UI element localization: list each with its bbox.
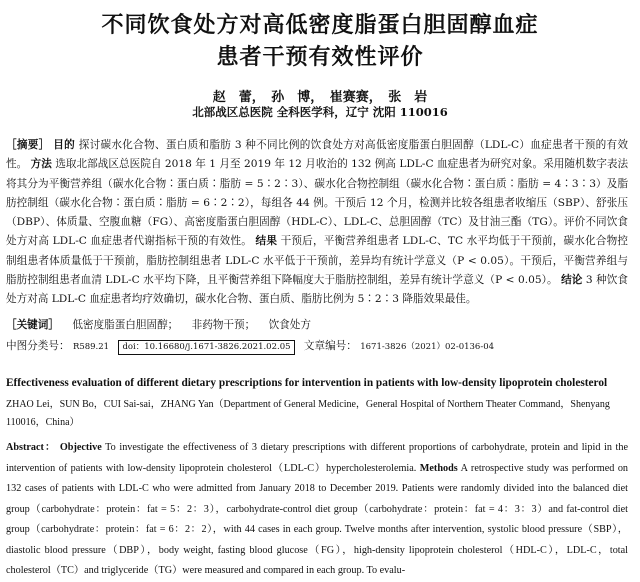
- article-number-label: 文章编号：: [303, 340, 357, 352]
- abstract-cn: [6, 136, 628, 310]
- classification-row: [6, 337, 628, 356]
- methods-label: 方法: [30, 158, 52, 171]
- english-methods-text: A retrospective study was performed on 132 cases of patients with LDL-C who were admitted from January 2018 to December 2019. Patients were randomly divided into the balanced diet group（carbohydrate：protein：fat = 5：2：3），carbohydrate-control diet group（carbohydrate：protein：fat = 4：3：3）and fat-control diet group（carbohydrate：protein：fat = 6：2：2），with 44 cases in each group. Twelve months after intervention, systolic blood pressure（SBP），diastolic blood pressure（DBP），body weight, fasting blood glucose（FG），high-density lipoprotein cholesterol（HDL-C），LDL-C，total cholesterol（TC）and triglyceride（TG）were measured and compared in each group. To evalu-: [6, 462, 629, 576]
- clc-label: 中图分类号：: [6, 340, 70, 352]
- title-line-2: 患者干预有效性评价: [216, 45, 424, 70]
- keyword-item: 非药物干预；: [191, 319, 256, 331]
- conclusion-label: 结论: [561, 274, 583, 287]
- authors: 赵 蕾， 孙 博， 崔赛赛， 张 岩: [212, 90, 428, 105]
- conclusion-text: 3 种饮食处方对高 LDL-C 血症患者均疗效确切，碳水化合物、蛋白质、脂肪比例为 5∶2∶3 降脂效果最佳。: [6, 274, 629, 306]
- affiliation: 北部战区总医院 全科医学科，辽宁 沈阳 110016: [192, 105, 448, 119]
- english-abstract: [6, 438, 628, 582]
- methods-text: 选取北部战区总医院自 2018 年 1 月至 2019 年 12 月收治的 132 例高 LDL-C 血症患者为研究对象。采用随机数字表法将其分为平衡营养组（碳水化合物∶蛋白质∶脂肪 = 5∶2∶3）、碳水化合物控制组（碳水化合物∶蛋白质∶脂肪 = 4∶3∶3）及脂肪控制组（碳水化合物∶蛋白质∶脂肪 = 6∶2∶2），每组各 44 例。干预后 12 个月，检测并比较各组患者收缩压（SBP）、舒张压（DBP）、体质量、空腹血糖（FG）、高密度脂蛋白胆固醇（HDL-C）、LDL-C、总胆固醇（TC）及甘油三酯（TG）。评价不同饮食处方对高 LDL-C 血症患者代谢指标干预的有效性。: [6, 158, 629, 248]
- english-objective-text: To investigate the effectiveness of 3 dietary prescriptions with different proportions of carbohydrate, protein and lipid in the intervention of patients with low-density lipoprotein cholesterol（LDL-C）hypercholesterolemia.: [6, 442, 629, 474]
- english-methods-label: Methods: [419, 462, 458, 474]
- objective-label: 目的: [53, 139, 76, 151]
- abstract-label: ［摘要］: [6, 139, 50, 151]
- article-number: 1671-3826（2021）02-0136-04: [360, 342, 495, 352]
- results-text: 干预后，平衡营养组患者 LDL-C、TC 水平均低于干预前，碳水化合物控制组患者体质量低于干预前，脂肪控制组患者 LDL-C 水平低于干预前，差异均有统计学意义（P < 0.05）。干预后，平衡营养组与脂肪控制组患者血清 LDL-C 水平均下降，且平衡营养组下降幅度大于脂肪控制组，差异有统计学意义（P < 0.05）。: [6, 235, 628, 287]
- keyword-item: 饮食处方: [268, 319, 311, 331]
- english-title: Effectiveness evaluation of different dietary prescriptions for intervention in patients with low-density lipoprotein cholesterol: [6, 377, 608, 389]
- english-objective-label: Objective: [59, 442, 102, 453]
- english-affiliation: ZHAO Lei，SUN Bo，CUI Sai-sai，ZHANG Yan（Department of General Medicine，General Hospital of Northern Theater Command，Shenyang 110016，China）: [6, 399, 610, 428]
- keywords-label: ［关键词］: [6, 319, 59, 331]
- results-label: 结果: [255, 235, 278, 248]
- title-line-1: 不同饮食处方对高低密度脂蛋白胆固醇血症: [101, 13, 539, 38]
- objective-text: 探讨碳水化合物、蛋白质和脂肪 3 种不同比例的饮食处方对高低密度脂蛋白胆固醇（LDL-C）血症患者干预的有效性。: [6, 139, 629, 171]
- keywords: [6, 317, 628, 333]
- english-abstract-label: Abstract：: [6, 442, 57, 453]
- keyword-item: 低密度脂蛋白胆固醇；: [72, 319, 179, 331]
- doi: doi：10.16680/j.1671-3826.2021.02.05: [118, 340, 294, 355]
- clc-code: R589.21: [72, 342, 110, 352]
